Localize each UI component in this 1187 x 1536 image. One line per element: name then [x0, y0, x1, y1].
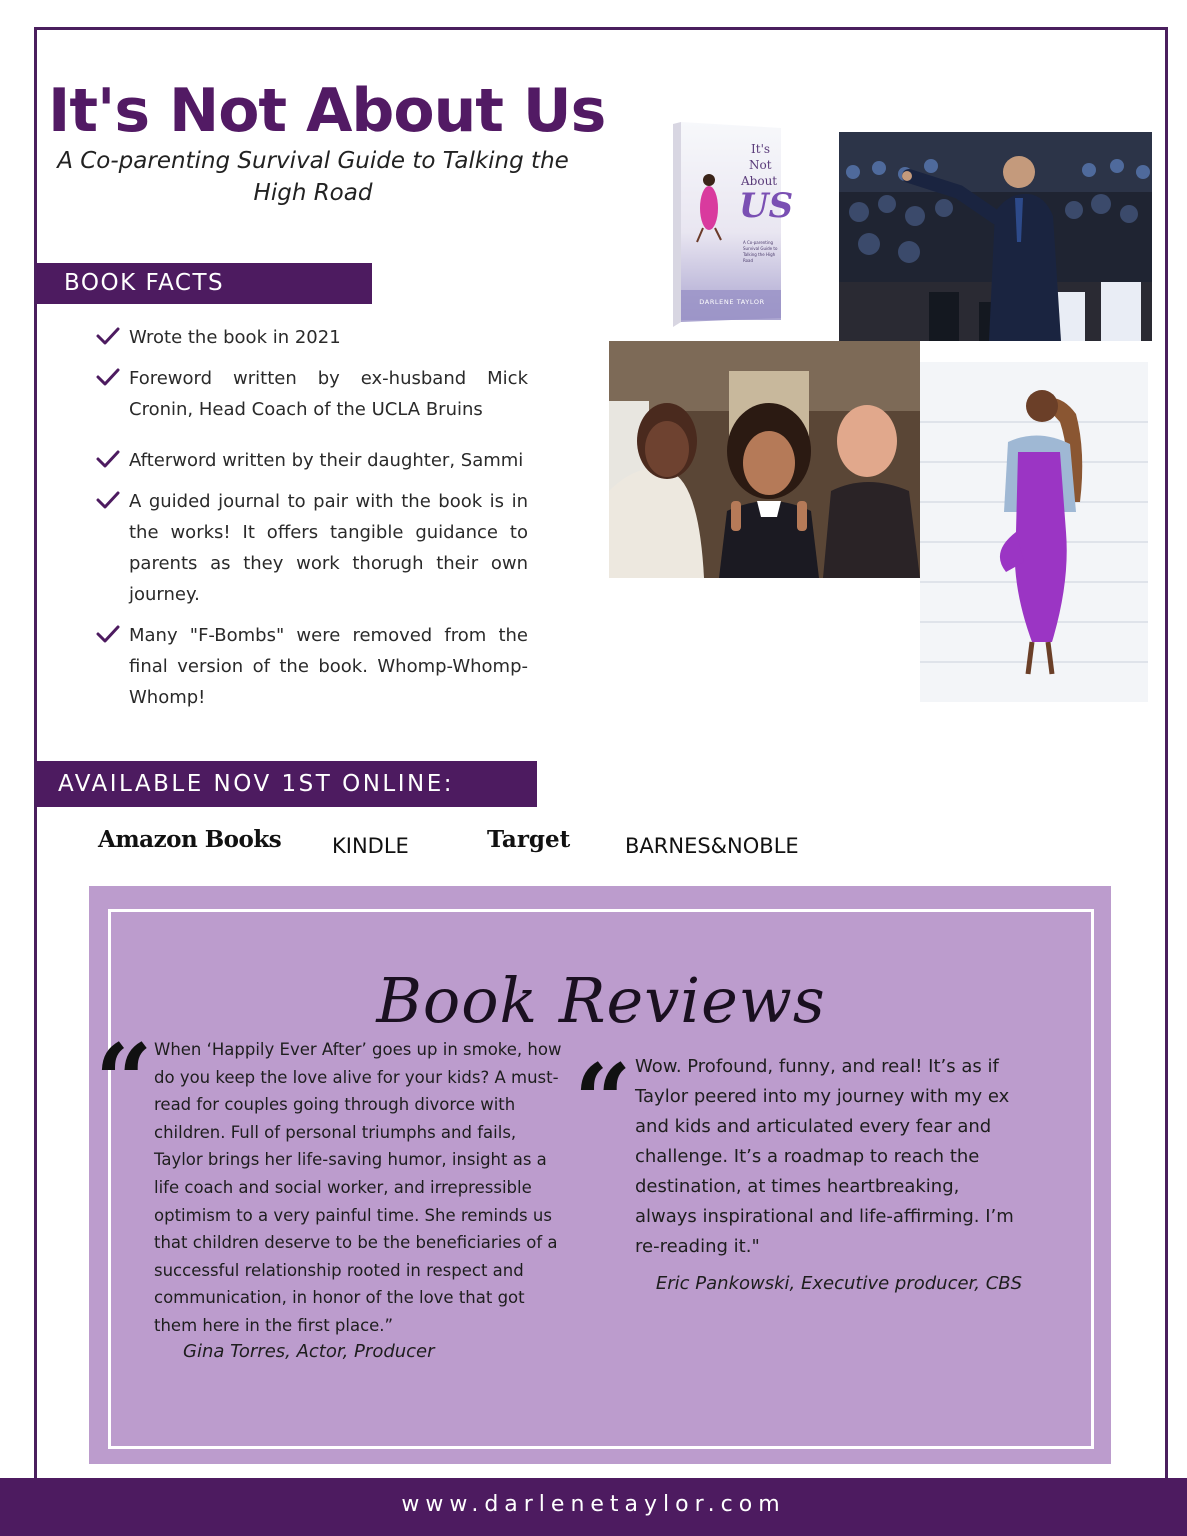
family-photo: [609, 341, 920, 578]
retailer-kindle[interactable]: KINDLE: [332, 834, 409, 858]
cover-title-us: US: [739, 186, 794, 226]
checkmark-icon: [96, 488, 120, 512]
fact-item: [96, 363, 528, 425]
fact-text: A guided journal to pair with the book is in the works! It offers tangible guidance to parents as they work thorugh their own journey.: [129, 491, 528, 605]
quote-open-icon: “: [95, 1022, 153, 1140]
checkmark-icon: [96, 447, 120, 471]
cover-author: DARLENE TAYLOR: [699, 298, 765, 306]
book-facts-heading: BOOK FACTS: [36, 263, 372, 304]
fact-text: Afterword written by their daughter, Sammi: [129, 450, 524, 471]
quote-open-icon: “: [574, 1042, 632, 1160]
review-text-gina-torres: When ‘Happily Ever After’ goes up in smoke, how do you keep the love alive for your kids? A must-read for couples going through divorce with children. Full of personal triumphs and fails, Taylor brings her life-saving humor, insight as a life coach and social worker, and irrepressible optimism to a very painful time. She reminds us that children deserve to be the beneficiaries of a successful relationship rooted in respect and communication, in honor of the love that got them here in the first place.”: [154, 1040, 562, 1335]
fact-text: Wrote the book in 2021: [129, 327, 341, 348]
cover-title-not: Not: [749, 158, 772, 172]
book-reviews-panel: [89, 886, 1111, 1464]
reviews-heading: Book Reviews: [376, 964, 826, 1037]
checkmark-icon: [96, 365, 120, 389]
review-attribution-eric-pankowski: Eric Pankowski, Executive producer, CBS: [655, 1273, 1023, 1294]
retailer-target[interactable]: Target: [487, 826, 571, 853]
author-portrait-photo: [920, 362, 1148, 702]
book-cover-image: [645, 122, 794, 327]
footer-bar: [0, 1478, 1187, 1536]
retailer-list: [98, 826, 858, 866]
page-title: It's Not About Us: [48, 76, 606, 146]
cover-title-its: It's: [751, 142, 771, 156]
review-text-eric-pankowski: Wow. Profound, funny, and real! It’s as if Taylor peered into my journey with my ex and kids and articulated every fear and challenge. It’s a roadmap to reach the destination, at times heartbreaking, always inspirational and life-affirming. I’m re-reading it.": [635, 1056, 1014, 1257]
fact-item: [96, 322, 528, 353]
retailer-amazon-books[interactable]: Amazon Books: [98, 826, 282, 853]
checkmark-icon: [96, 622, 120, 646]
cover-title-about: About: [741, 174, 778, 188]
fact-item: [96, 620, 528, 713]
fact-item: [96, 486, 528, 610]
coach-photo: [839, 132, 1152, 341]
review-attribution-gina-torres: Gina Torres, Actor, Producer: [183, 1341, 435, 1362]
book-facts-list: [96, 322, 528, 713]
fact-text: Many "F-Bombs" were removed from the final version of the book. Whomp-Whomp-Whomp!: [129, 625, 528, 708]
fact-text: Foreword written by ex-husband Mick Cronin, Head Coach of the UCLA Bruins: [129, 368, 528, 420]
website-link[interactable]: www.darlenetaylor.com: [401, 1492, 786, 1517]
cover-tagline: A Co-parenting Survival Guide to Talking the High Road: [743, 240, 778, 263]
availability-heading: AVAILABLE NOV 1ST ONLINE:: [36, 761, 537, 807]
checkmark-icon: [96, 324, 120, 348]
page-subtitle: A Co-parenting Survival Guide to Talking the High Road: [57, 148, 569, 206]
retailer-barnes-noble[interactable]: BARNES&NOBLE: [625, 834, 799, 858]
fact-item: [96, 445, 528, 476]
